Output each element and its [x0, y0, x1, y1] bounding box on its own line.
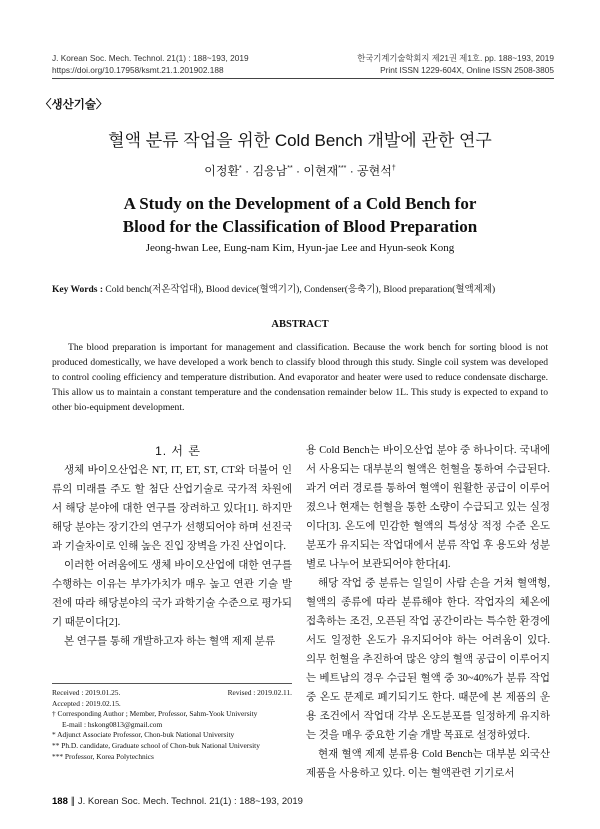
- keywords-label: Key Words :: [52, 285, 104, 295]
- article-category: 〈생산기술〉: [40, 99, 108, 111]
- author-separator: ·: [349, 164, 354, 178]
- paragraph: 현재 혈액 제제 분류용 Cold Bench는 대부분 외국산 제품을 사용하고 있다. 이는 혈액관련 기기로서: [306, 749, 550, 779]
- paragraph: 용 Cold Bench는 바이오산업 분야 중 하나이다. 국내에서 사용되는 대부분의 혈액은 헌혈을 통하여 수급된다. 과거 여러 경로를 통하여 혈액이 원활한 공급이 이루어졌으나 현재는 헌혈을 통한 소량이 수급되고 있는 실정이다[3]. 온도에 민감한 혈액의 특성상 적정 수준 온도 분포가 유지되는 작업대에서 분류 작업 후 용도와 성분 별로 나누어 보관되어야 한다[4].: [306, 445, 550, 570]
- abstract-text: The blood preparation is important for management and classification. Because the work bench for sorting blood is not produced domestically, we have developed a work bench to classify blood through this study. Single coil system was developed to control cooling efficiency and temperature distribution. And evaporator and heater were used to reduce condensate discharge. This allow us to maintain a constant temperature and the condensation remainder below 1L. This study is expected to expand to other bio-equipment development.: [52, 342, 548, 413]
- paragraph: 본 연구를 통해 개발하고자 하는 혈액 제제 분류: [64, 636, 276, 647]
- paragraph: 해당 작업 중 분류는 일일이 사람 손을 거쳐 혈액형, 혈액의 종류에 따라 분류해야 한다. 작업자의 체온에 접촉하는 조건, 오픈된 작업 공간이라는 특수한 환경에서도 일정한 온도가 유지되어야 하는 어려움이 있다. 의무 헌혈을 추진하여 많은 양의 혈액 공급이 이루어지는 베트남의 경우 수급된 혈액 중 30~40%가 분류 작업 중 온도 문제로 폐기되기도 한다. 때문에 본 제품의 운용 조건에서 작업대 각부 온도분포를 일정하게 유지하는 것을 매우 중요한 기술 개발 목표로 설정하였다.: [306, 578, 550, 741]
- keywords: [52, 281, 552, 295]
- authors-english: Jeong-hwan Lee, Eung-nam Kim, Hyun-jae Lee and Hyun-seok Kong: [145, 242, 455, 254]
- affiliation-note: ** Ph.D. candidate, Graduate school of Chon-buk National University: [52, 740, 260, 750]
- author-ko-4: 공현석: [357, 164, 392, 178]
- authors-korean: [0, 162, 600, 179]
- revised-date: Revised : 2019.02.11.: [227, 688, 292, 697]
- email: E-mail : hskong0813@gmail.com: [62, 719, 163, 729]
- author-ko-1-mark: *: [239, 165, 242, 172]
- paragraph: 생체 바이오산업은 NT, IT, ET, ST, CT와 더불어 인류의 미래를 주도 할 첨단 산업기술로 국가적 차원에서 해당 분야에 대한 연구를 장려하고 있다[1]. 하지만 해당 분야는 장기간의 연구가 선행되어야 하며 선진국과 기술차이로 인해 높은 진입 장벽을 가진 산업이다.: [52, 465, 292, 552]
- received-date: Received : 2019.01.25.: [52, 688, 121, 697]
- footnotes: [52, 688, 292, 762]
- affiliation-note: * Adjunct Associate Professor, Chon-buk National University: [52, 730, 235, 740]
- footer-citation: J. Korean Soc. Mech. Technol. 21(1) : 188~193, 2019: [77, 796, 303, 807]
- right-column: [306, 441, 550, 783]
- doi-link[interactable]: https://doi.org/10.17958/ksmt.21.1.201902.188: [52, 65, 224, 75]
- author-ko-2-mark: **: [287, 165, 293, 172]
- author-ko-3: 이현재: [303, 164, 339, 178]
- author-separator: ·: [296, 164, 301, 178]
- abstract-heading: ABSTRACT: [271, 319, 329, 330]
- title-korean: 혈액 분류 작업을 위한 Cold Bench 개발에 관한 연구: [108, 131, 492, 150]
- journal-citation-ko: 한국기계기술학회지 제21권 제1호. pp. 188~193, 2019: [357, 53, 554, 63]
- paragraph: 이러한 어려움에도 생체 바이오산업에 대한 연구를 수행하는 이유는 부가가치가 매우 높고 연관 기술 발전에 따라 해당분야의 국가 과학기술 수준으로 평가되기 때문이다[2].: [52, 560, 292, 628]
- footnote-rule: [52, 683, 292, 684]
- left-column: [52, 442, 292, 651]
- author-ko-4-mark: †: [391, 165, 396, 172]
- author-separator: ·: [245, 164, 250, 178]
- footer-separator: ∥: [70, 796, 76, 807]
- keywords-text: Cold bench(저온작업대), Blood device(혈액기기), Condenser(응축기), Blood preparation(혈액제제): [105, 285, 496, 295]
- header-rule: [52, 78, 554, 79]
- section-heading-introduction: 1. 서 론: [155, 444, 201, 458]
- page-footer: [52, 796, 303, 807]
- title-english-line-2: Blood for the Classification of Blood Preparation: [122, 217, 478, 236]
- running-header: [52, 52, 554, 76]
- journal-citation: J. Korean Soc. Mech. Technol. 21(1) : 188~193, 2019: [52, 53, 249, 63]
- title-english: [0, 192, 600, 238]
- affiliation-note: *** Professor, Korea Polytechnics: [52, 751, 154, 761]
- corresponding-author: † Corresponding Author ; Member, Professor, Sahm-Yook University: [52, 709, 258, 719]
- author-ko-1: 이정환: [204, 164, 240, 178]
- accepted-date: Accepted : 2019.02.15.: [52, 698, 121, 708]
- author-ko-2: 김응남: [252, 164, 288, 178]
- author-ko-3-mark: ***: [338, 165, 347, 172]
- title-english-line-1: A Study on the Development of a Cold Bench for: [123, 194, 477, 213]
- issn: Print ISSN 1229-604X, Online ISSN 2508-3805: [380, 65, 554, 75]
- page-number: 188: [52, 796, 68, 807]
